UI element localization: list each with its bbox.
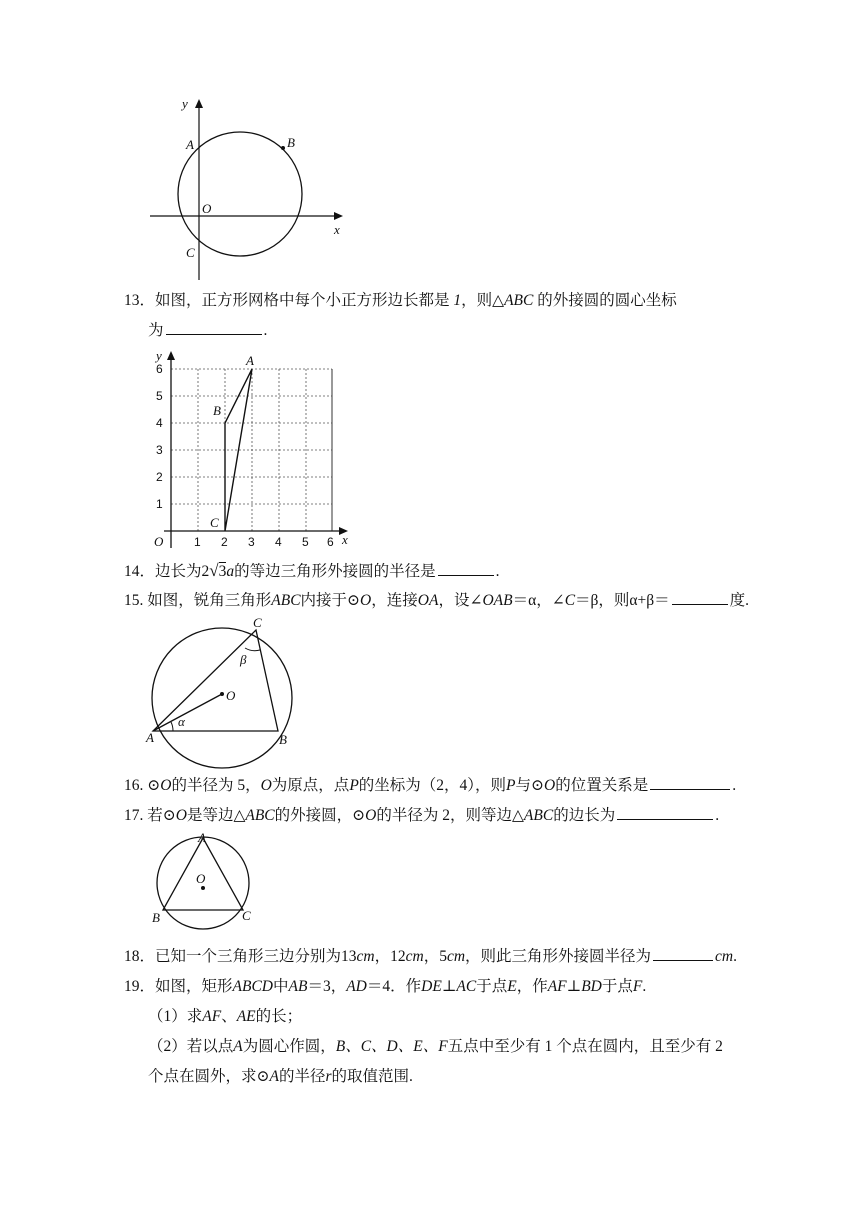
circle	[178, 132, 302, 256]
label-x: x	[334, 222, 340, 237]
x-tick-5: 5	[302, 535, 309, 549]
question-18: 18．已知一个三角形三边分别为13cm，12cm，5cm，则此三角形外接圆半径为 cm.	[124, 948, 737, 965]
question-16: 16. ⊙O的半径为 5，O为原点，点P的坐标为（2，4），则P与⊙O的位置关系是 .	[124, 777, 737, 794]
label-beta: β	[240, 652, 247, 667]
y-tick-6: 6	[156, 362, 163, 376]
segment-oa	[153, 694, 222, 731]
y-tick-1: 1	[156, 497, 163, 511]
answer-blank[interactable]	[672, 590, 728, 605]
answer-blank[interactable]	[438, 561, 494, 576]
point-label-c: C	[210, 515, 219, 530]
question-13-line2: 为 .	[148, 322, 268, 339]
x-tick-2: 2	[221, 535, 228, 549]
question-19-line1: 19．如图，矩形ABCD中AB＝3，AD＝4．作DE⊥AC于点E，作AF⊥BD于点F.	[124, 978, 647, 995]
figure-equilateral-triangle	[148, 828, 260, 936]
axis-label-x: x	[342, 532, 348, 547]
y-axis-arrow	[167, 351, 175, 360]
label-c: C	[253, 615, 262, 630]
question-17: 17. 若⊙O是等边△ABC的外接圆，⊙O的半径为 2，则等边△ABC的边长为 .	[124, 807, 720, 824]
center-o	[201, 886, 205, 890]
label-c: C	[242, 908, 251, 923]
angle-beta-arc	[245, 648, 260, 651]
answer-blank[interactable]	[617, 805, 713, 820]
label-o: O	[226, 688, 236, 703]
grid-lines	[171, 369, 332, 531]
label-a: A	[186, 137, 194, 152]
x-axis-arrow	[334, 212, 343, 220]
point-label-b: B	[213, 403, 221, 418]
question-14: 14．边长为2√3a的等边三角形外接圆的半径是 .	[124, 561, 500, 580]
x-tick-4: 4	[275, 535, 282, 549]
x-tick-3: 3	[248, 535, 255, 549]
angle-alpha-arc	[171, 722, 173, 731]
answer-blank[interactable]	[653, 946, 713, 961]
label-c: C	[186, 245, 195, 260]
label-alpha: α	[178, 714, 185, 729]
point-b	[281, 146, 285, 150]
point-label-a: A	[246, 353, 254, 368]
y-tick-2: 2	[156, 470, 163, 484]
question-15: 15. 如图，锐角三角形ABC内接于⊙O，连接OA，设∠OAB＝α，∠C＝β，则α+β＝ 度.	[124, 592, 750, 609]
axis-label-y: y	[156, 348, 162, 363]
label-b: B	[287, 135, 295, 150]
origin-label: O	[154, 534, 164, 549]
y-tick-5: 5	[156, 389, 163, 403]
label-a: A	[198, 830, 206, 845]
question-19-part2-line1: （2）若以点A为圆心作圆，B、C、D、E、F五点中至少有 1 个点在圆内，且至少有 2	[148, 1038, 723, 1055]
figure-circle-coordinate	[140, 94, 360, 284]
label-b: B	[152, 910, 160, 925]
label-o: O	[202, 201, 212, 216]
label-y: y	[182, 96, 188, 111]
answer-blank[interactable]	[166, 320, 262, 335]
y-tick-4: 4	[156, 416, 163, 430]
y-tick-3: 3	[156, 443, 163, 457]
sqrt-symbol: √	[209, 561, 219, 580]
question-19-part1: （1）求AF、AE的长；	[148, 1008, 303, 1025]
figure-grid-triangle	[140, 346, 360, 556]
figure-inscribed-triangle	[140, 612, 310, 782]
question-19-part2-line2: 个点在圆外，求⊙A的半径r的取值范围.	[148, 1068, 413, 1085]
answer-blank[interactable]	[650, 775, 730, 790]
question-13-line1: 13．如图，正方形网格中每个小正方形边长都是 1，则△ABC 的外接圆的圆心坐标	[124, 292, 677, 309]
label-a: A	[146, 730, 154, 745]
label-o: O	[196, 871, 206, 886]
x-tick-6: 6	[327, 535, 334, 549]
y-axis-arrow	[195, 99, 203, 108]
triangle-abc	[153, 630, 278, 731]
x-tick-1: 1	[194, 535, 201, 549]
label-b: B	[279, 732, 287, 747]
center-o	[220, 692, 224, 696]
